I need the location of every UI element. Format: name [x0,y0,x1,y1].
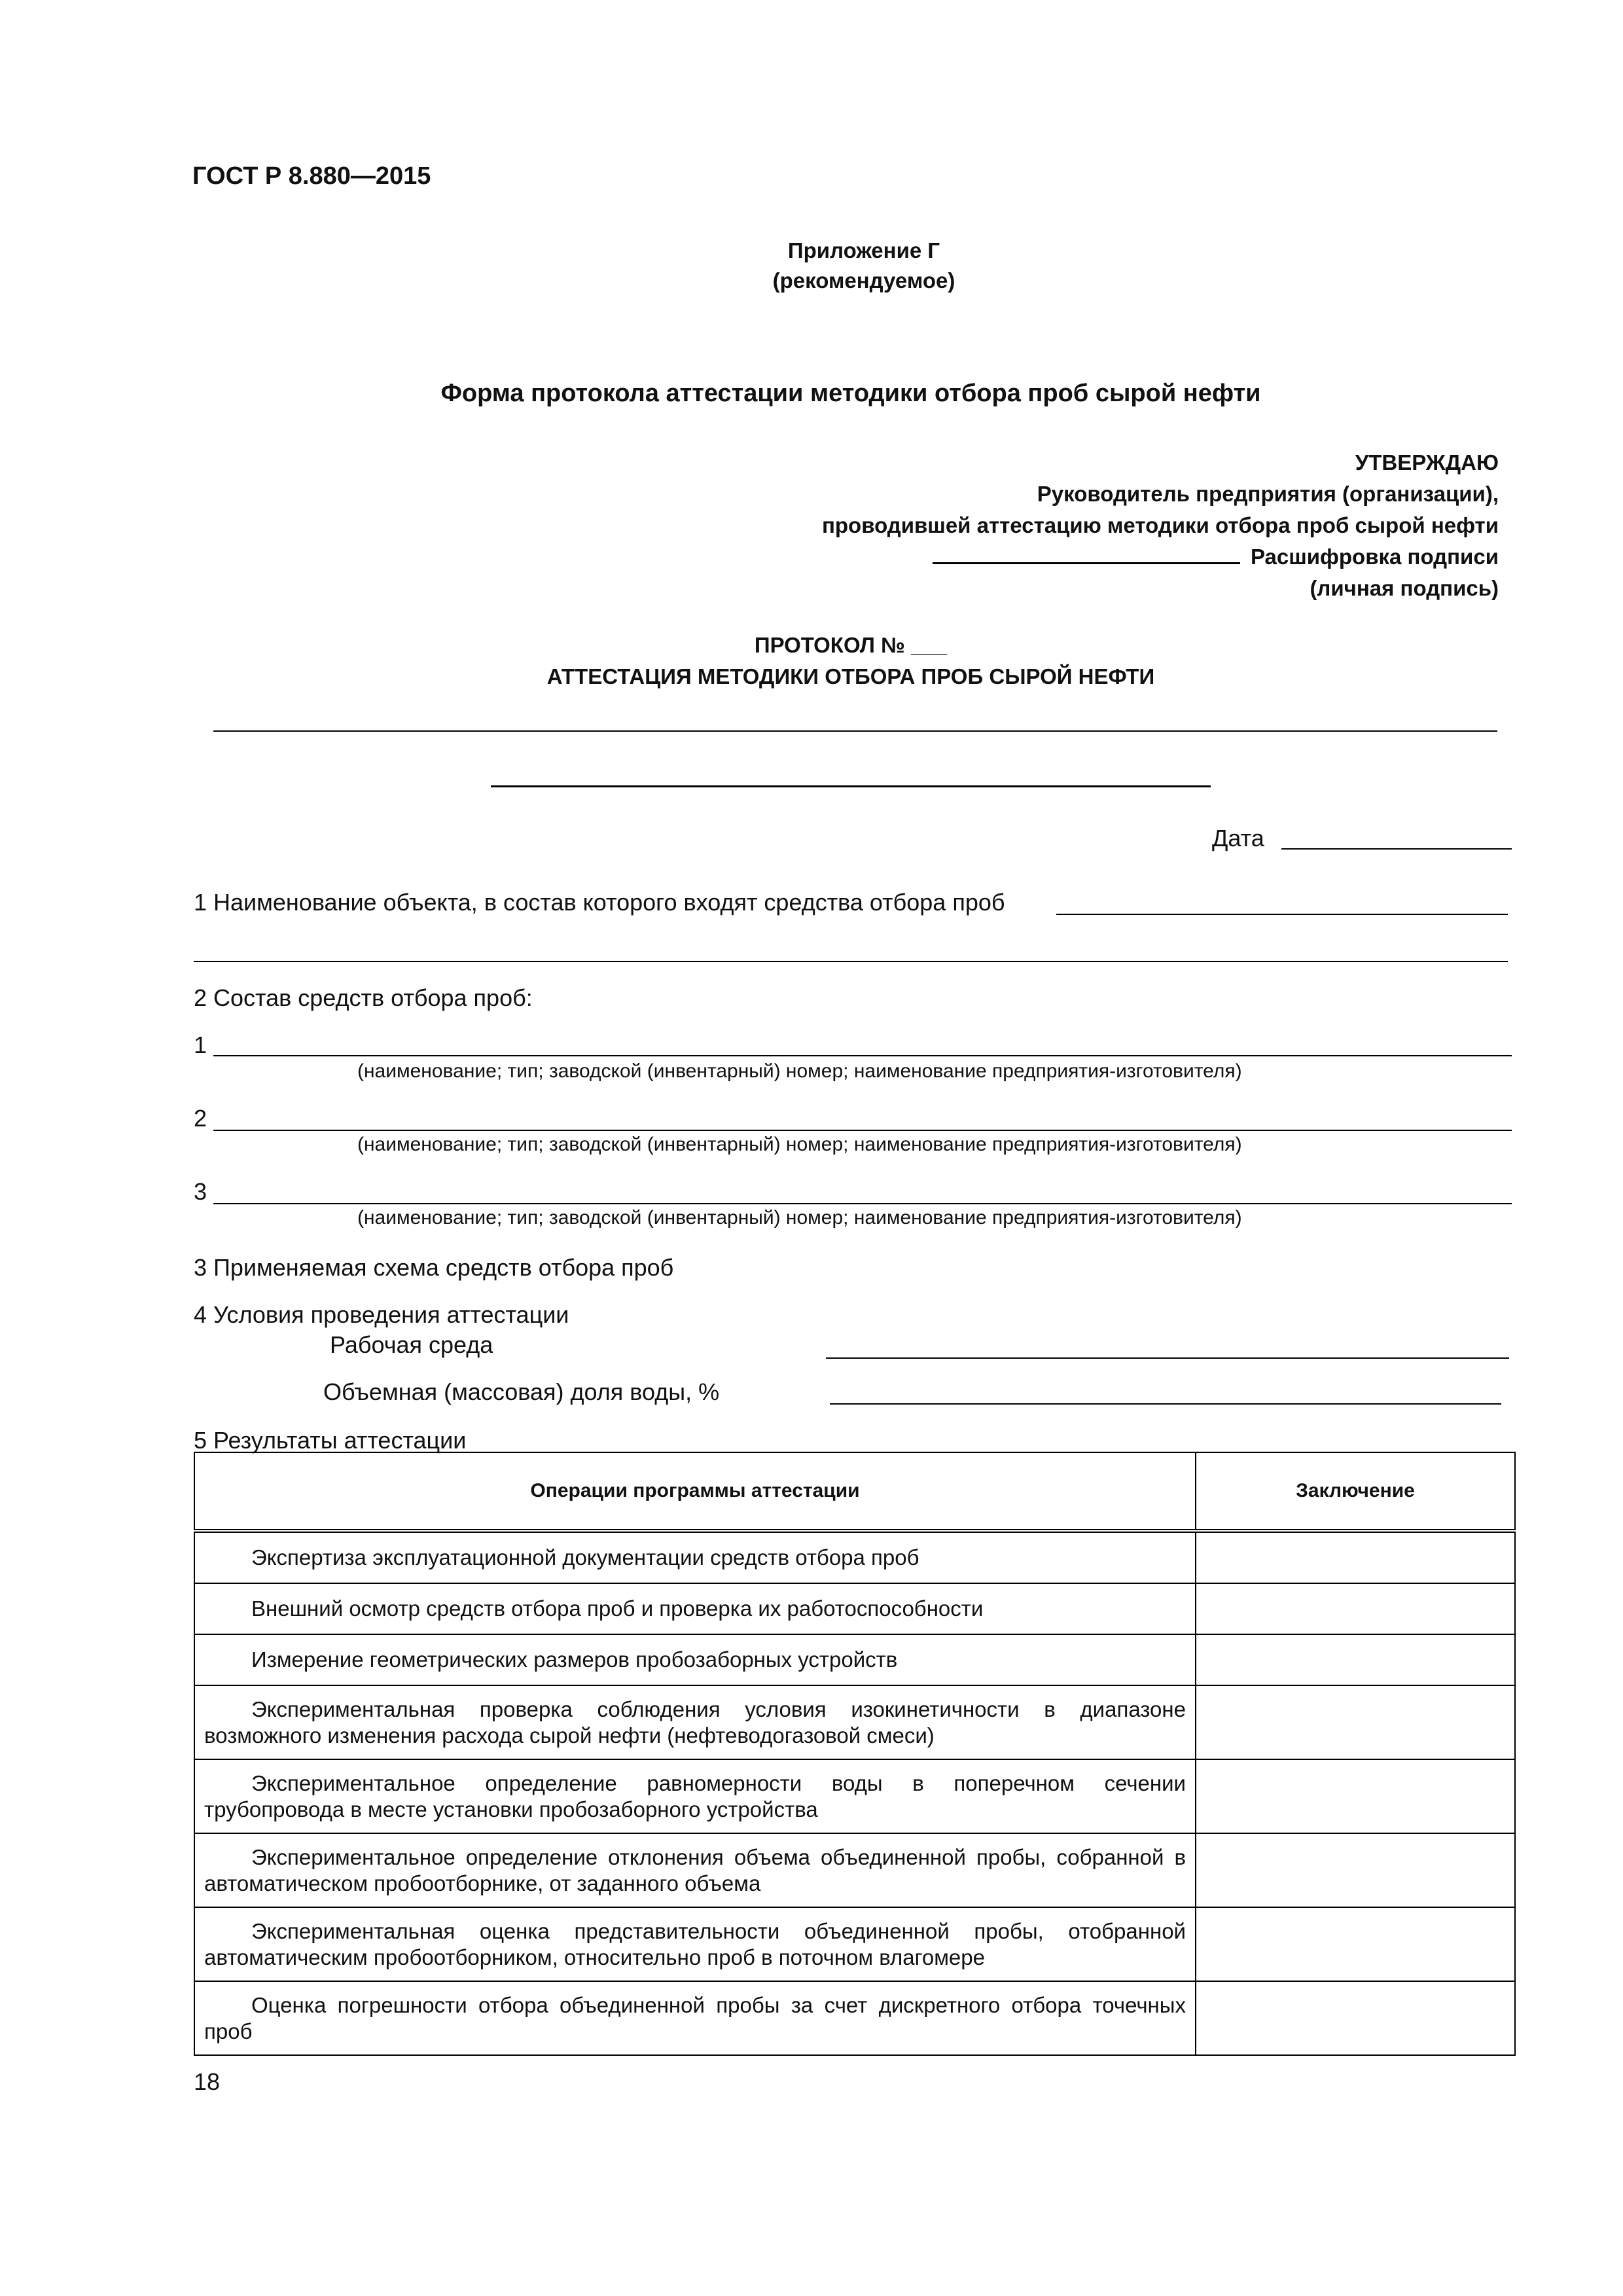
appendix-title: Приложение Г [787,238,940,262]
table-row [194,1759,1515,1833]
approve-heading: УТВЕРЖДАЮ [1355,450,1499,475]
equipment-number-3: 3 [194,1178,207,1205]
table-row [194,1531,1515,1583]
operation-cell: Экспертиза эксплуатационной документации средств отбора проб [194,1531,1196,1583]
date-field-line [1281,848,1512,850]
table-row [194,1583,1515,1634]
conclusion-cell[interactable] [1196,1907,1515,1981]
operation-cell: Экспериментальная проверка соблюдения условия изокинетичности в диапазоне возможного изменения расхода сырой нефти (нефтеводогазовой смеси) [194,1685,1196,1759]
item-1-line-a [1056,914,1508,915]
conclusion-cell[interactable] [1196,1634,1515,1685]
header-conclusion: Заключение [1196,1452,1515,1531]
operation-cell: Экспериментальная оценка представительности объединенной пробы, отобранной автоматическим пробоотборником, относительно проб в поточном влагомере [194,1907,1196,1981]
item-5-label: 5 Результаты аттестации [194,1427,467,1454]
date-label: Дата [1212,825,1264,852]
table-row [194,1981,1515,2055]
operation-cell: Экспериментальное определение отклонения объема объединенной пробы, собранной в автоматическом пробоотборнике, от заданного объема [194,1833,1196,1907]
equipment-number-1: 1 [194,1031,207,1058]
form-title: Форма протокола аттестации методики отбора проб сырой нефти [440,380,1261,407]
personal-signature-label: (личная подпись) [1310,576,1499,600]
protocol-blank-line-1 [213,730,1497,732]
water-fraction-line [830,1403,1501,1405]
water-fraction-label: Объемная (массовая) доля воды, % [323,1378,720,1405]
conclusion-cell[interactable] [1196,1583,1515,1634]
signature-row [654,541,1499,573]
equipment-hint-1: (наименование; тип; заводской (инвентарный) номер; наименование предприятия-изготовителя) [357,1060,1242,1082]
protocol-heading [196,630,1505,692]
work-medium-line [826,1357,1509,1359]
equipment-line-3 [213,1203,1512,1204]
equipment-number-2: 2 [194,1105,207,1132]
page-number: 18 [194,2068,221,2095]
signature-decoding: Расшифровка подписи [1250,545,1499,569]
table-row [194,1634,1515,1685]
table-row [194,1907,1515,1981]
work-medium-label: Рабочая среда [330,1331,493,1358]
operation-cell: Измерение геометрических размеров пробозаборных устройств [194,1634,1196,1685]
protocol-blank-line-2 [491,785,1211,787]
conclusion-cell[interactable] [1196,1685,1515,1759]
operation-cell: Оценка погрешности отбора объединенной пробы за счет дискретного отбора точечных проб [194,1981,1196,2055]
approval-line-2: проводившей аттестацию методики отбора проб сырой нефти [821,513,1499,537]
operation-cell: Экспериментальное определение равномерности воды в поперечном сечении трубопровода в месте установки пробозаборного устройства [194,1759,1196,1833]
protocol-number: ПРОТОКОЛ № ___ [754,633,948,657]
conclusion-cell[interactable] [1196,1759,1515,1833]
equipment-line-1 [213,1055,1512,1056]
appendix-subtitle: (рекомендуемое) [772,268,955,293]
item-3-label: 3 Применяемая схема средств отбора проб [194,1254,674,1281]
conclusion-cell[interactable] [1196,1833,1515,1907]
equipment-hint-2: (наименование; тип; заводской (инвентарный) номер; наименование предприятия-изготовителя) [357,1134,1242,1155]
results-table [194,1452,1516,2056]
item-2-label: 2 Состав средств отбора проб: [194,984,533,1011]
table-row [194,1685,1515,1759]
protocol-title: АТТЕСТАЦИЯ МЕТОДИКИ ОТБОРА ПРОБ СЫРОЙ НЕФТИ [546,664,1155,689]
item-1-label: 1 Наименование объекта, в состав которого входят средства отбора проб [194,889,1005,916]
signature-line [933,544,1240,564]
item-4-label: 4 Условия проведения аттестации [194,1301,569,1328]
approval-line-1: Руководитель предприятия (организации), [1037,482,1499,506]
equipment-hint-3: (наименование; тип; заводской (инвентарный) номер; наименование предприятия-изготовителя) [357,1207,1242,1229]
table-row [194,1833,1515,1907]
conclusion-cell[interactable] [1196,1531,1515,1583]
item-1-line-b [194,961,1508,962]
conclusion-cell[interactable] [1196,1981,1515,2055]
header-operations: Операции программы аттестации [194,1452,1196,1531]
operation-cell: Внешний осмотр средств отбора проб и проверка их работоспособности [194,1583,1196,1634]
equipment-line-2 [213,1130,1512,1131]
table-header-row [194,1452,1515,1531]
appendix-block [681,236,1047,296]
standard-designation: ГОСТ Р 8.880—2015 [192,162,431,190]
approval-block [654,447,1499,604]
